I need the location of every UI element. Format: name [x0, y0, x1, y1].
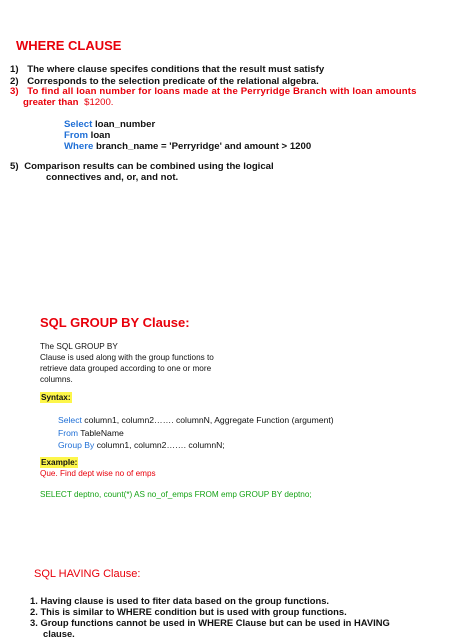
select-columns: column1, column2……. columnN, Aggregate Function (argument)	[81, 415, 334, 425]
list-number: 3.	[30, 617, 38, 628]
syntax-label: Syntax:	[41, 393, 71, 402]
group-columns: column1, column2……. columnN;	[94, 440, 225, 450]
where-clause-heading: WHERE CLAUSE	[16, 38, 122, 53]
where-keyword: Where	[64, 141, 94, 152]
list-text: To find all loan number for loans made at the Perryridge Branch with loan amounts	[27, 86, 417, 97]
list-text: This is similar to WHERE condition but is used with group functions.	[40, 606, 347, 617]
list-text: Comparison results can be combined using the logical	[24, 161, 274, 172]
description-line: The SQL GROUP BY	[40, 342, 118, 351]
list-number: 1)	[10, 64, 19, 75]
list-text: Having clause is used to fiter data based on the group functions.	[40, 595, 330, 606]
having-list	[30, 595, 390, 639]
select-keyword: Select	[64, 119, 93, 130]
select-columns: loan_number	[92, 119, 156, 130]
list-text: Group functions cannot be used in WHERE Clause but can be used in HAVING	[40, 617, 390, 628]
list-number: 1.	[30, 595, 38, 606]
syntax-block	[58, 415, 334, 452]
from-table: TableName	[78, 427, 124, 438]
list-item	[30, 617, 390, 628]
list-text: clause.	[43, 628, 75, 639]
where-condition: branch_name = 'Perryridge' and amount > 1200	[93, 141, 312, 152]
from-table: loan	[87, 130, 111, 141]
description-line: columns.	[40, 375, 73, 384]
example-question: Que. Find dept wise no of emps	[40, 469, 156, 478]
list-number: 2)	[10, 76, 19, 87]
list-number: 2.	[30, 606, 38, 617]
description-line: Clause is used along with the group functions to	[40, 353, 214, 362]
group-by-keyword: Group By	[58, 440, 95, 450]
example-label: Example:	[41, 458, 78, 467]
list-item	[30, 628, 390, 639]
list-number: 3)	[10, 86, 19, 97]
syntax-group-line	[58, 440, 334, 452]
from-keyword: From	[58, 427, 79, 438]
from-keyword: From	[64, 130, 88, 141]
list-item	[30, 595, 390, 606]
having-heading: SQL HAVING Clause:	[34, 568, 141, 580]
group-by-description	[40, 341, 214, 385]
select-keyword: Select	[58, 415, 82, 425]
list-text-continuation: connectives and, or, and not.	[46, 172, 179, 183]
list-number: 5)	[10, 161, 19, 172]
syntax-select-line	[58, 415, 334, 427]
list-text: greater than	[23, 97, 79, 108]
syntax-from-line	[58, 428, 334, 440]
example-query: SELECT deptno, count(*) AS no_of_emps FROM emp GROUP BY deptno;	[40, 490, 312, 499]
amount-value: $1200.	[84, 97, 114, 108]
list-text: The where clause specifes conditions that the result must satisfy	[27, 64, 325, 75]
list-item-continuation	[23, 97, 113, 109]
list-item	[30, 606, 390, 617]
query-where-line	[64, 141, 311, 153]
list-text: Corresponds to the selection predicate of the relational algebra.	[27, 76, 319, 87]
description-line: retrieve data grouped according to one or more	[40, 364, 212, 373]
list-item	[10, 64, 324, 76]
group-by-heading: SQL GROUP BY Clause:	[40, 315, 190, 330]
